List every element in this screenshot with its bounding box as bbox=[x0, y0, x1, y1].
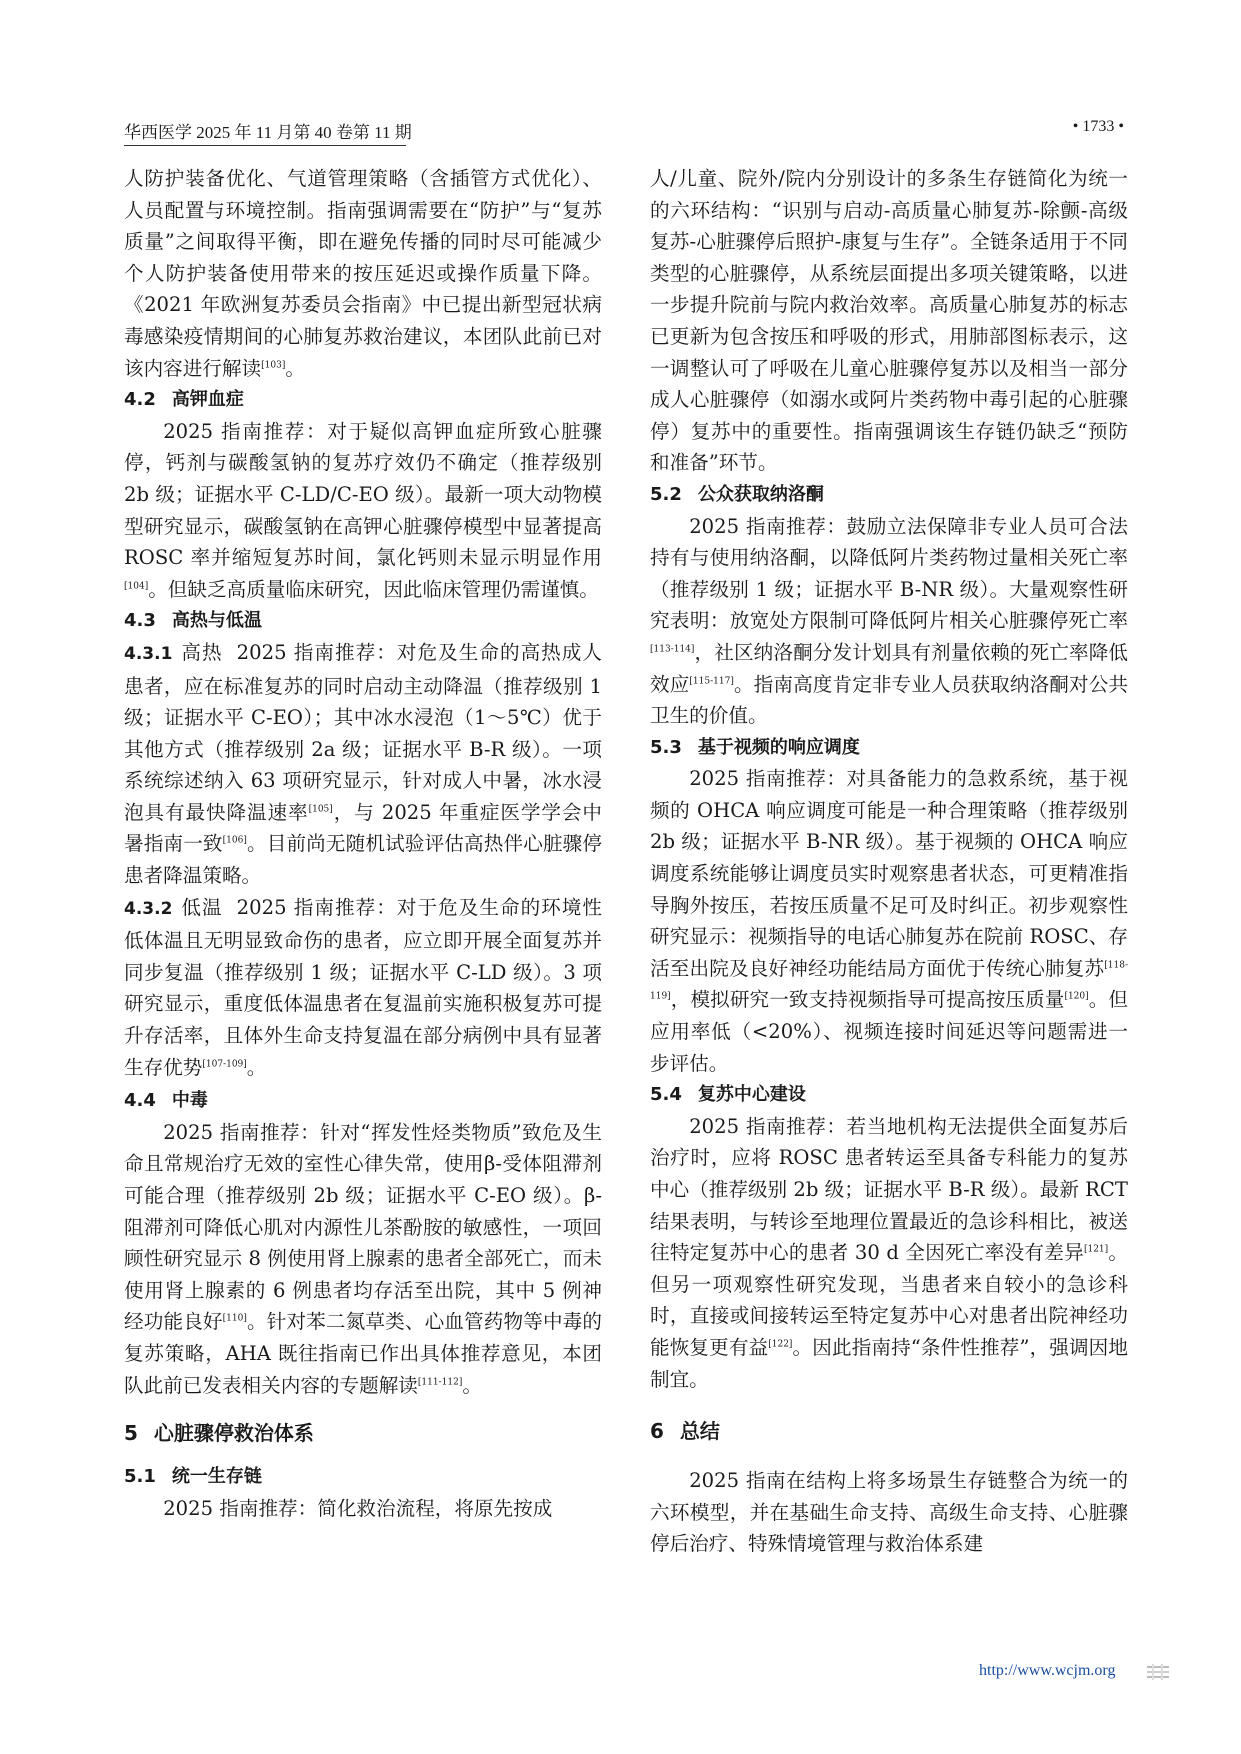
paragraph-5-4: 2025 指南推荐：若当地机构无法提供全面复苏后治疗时，应将 ROSC 患者转运至具备专科能力的复苏中心（推荐级别 2b 级；证据水平 B-R 级）。最新 RCT 结果表明，与转诊至地理位置最近的急诊科相比，被送往特定复苏中心的患者 30 d 全因死亡率没有差异[121]。但另一项观察性研究发现，当患者来自较小的急诊科时，直接或间接转运至特定复苏中心对患者出院神经功能恢复更有益[122]。因此指南持“条件性推荐”，强调因地制宜。 bbox=[650, 1114, 1128, 1391]
citation[interactable]: [110] bbox=[222, 1313, 247, 1324]
citation[interactable]: [105] bbox=[308, 804, 333, 815]
subsection-title-hypothermia: 低温 bbox=[180, 895, 223, 919]
section-heading-5-3: 5.3 基于视频的响应调度 bbox=[650, 736, 860, 758]
section-heading-4-3: 4.3 高热与低温 bbox=[124, 610, 262, 632]
citation[interactable]: [113-114] bbox=[650, 644, 695, 655]
paragraph-5-1-continued: 人/儿童、院外/院内分别设计的多条生存链简化为统一的六环结构：“识别与启动-高质量心肺复苏-除颤-高级复苏-心脏骤停后照护-康复与生存”。全链条适用于不同类型的心脏骤停，从系统层面提出多项关键策略，以进一步提升院前与院内救治效率。高质量心肺复苏的标志已更新为包含按压和呼吸的形式，用肺部图标表示，这一调整认可了呼吸在儿童心脏骤停复苏以及相当一部分成人心脏骤停（如溺水或阿片类药物中毒引起的心脏骤停）复苏中的重要性。指南强调该生存链仍缺乏“预防和准备”环节。 bbox=[650, 167, 1128, 475]
section-heading-5: 5 心脏骤停救治体系 bbox=[124, 1421, 314, 1446]
citation[interactable]: [111-112] bbox=[417, 1377, 463, 1388]
citation[interactable]: [103] bbox=[261, 360, 286, 371]
page-number: • 1733 • bbox=[1072, 118, 1124, 135]
citation[interactable]: [107-109] bbox=[202, 1059, 247, 1070]
paragraph-5-3: 2025 指南推荐：对具备能力的急救系统，基于视频的 OHCA 响应调度可能是一种合理策略（推荐级别 2b 级；证据水平 B-NR 级）。基于视频的 OHCA 响应调度系统能够让调度员实时观察患者状态，可更精准指导胸外按压，若按压质量不足可及时纠正。初步观察性研究显示：视频指导的电话心肺复苏在院前 ROSC、存活至出院及良好神经功能结局方面优于传统心肺复苏[118-119]，模拟研究一致支持视频指导可提高按压质量[120]。但应用率低（<20%）、视频连接时间延迟等问题需进一步评估。 bbox=[650, 767, 1129, 1075]
citation[interactable]: [121] bbox=[1083, 1244, 1109, 1255]
section-heading-4-2: 4.2 高钾血症 bbox=[124, 389, 244, 411]
left-column bbox=[124, 163, 602, 1524]
subsection-number-4-3-1: 4.3.1 bbox=[124, 643, 173, 664]
citation[interactable]: [104] bbox=[124, 581, 149, 592]
citation[interactable]: [115-117] bbox=[689, 675, 734, 686]
section-heading-4-4: 4.4 中毒 bbox=[124, 1090, 208, 1112]
subsection-number-4-3-2: 4.3.2 bbox=[124, 898, 173, 919]
journal-url-link[interactable]: http://www.wcjm.org bbox=[979, 1662, 1116, 1679]
header-rule bbox=[124, 145, 406, 146]
subsection-title-fever: 高热 bbox=[180, 640, 223, 664]
right-column bbox=[650, 163, 1128, 1560]
paragraph-intro: 人防护装备优化、气道管理策略（含插管方式优化）、人员配置与环境控制。指南强调需要在“防护”与“复苏质量”之间取得平衡，即在避免传播的同时尽可能减少个人防护装备使用带来的按压延迟或操作质量下降。《2021 年欧洲复苏委员会指南》中已提出新型冠状病毒感染疫情期间的心肺复苏救治建议，本团队此前已对该内容进行解读[103]。 bbox=[124, 167, 602, 380]
running-header-journal: 华西医学 2025 年 11 月第 40 卷第 11 期 bbox=[124, 123, 412, 142]
section-heading-5-1: 5.1 统一生存链 bbox=[124, 1466, 262, 1488]
paragraph-5-1: 2025 指南推荐：简化救治流程，将原先按成 bbox=[163, 1496, 553, 1520]
section-heading-6: 6 总结 bbox=[650, 1419, 720, 1444]
citation[interactable]: [118-119] bbox=[650, 960, 1128, 1002]
paragraph-4-4: 2025 指南推荐：针对“挥发性烃类物质”致危及生命且常规治疗无效的室性心律失常，使用β-受体阻滞剂可能合理（推荐级别 2b 级；证据水平 C-EO 级）。β-阻滞剂可降低心肌对内源性儿茶酚胺的敏感性，一项回顾性研究显示 8 例使用肾上腺素的患者全部死亡，而未使用肾上腺素的 6 例患者均存活至出院，其中 5 例神经功能良好[110]。针对苯二氮草类、心血管药物等中毒的复苏策略，AHA 既往指南已作出具体推荐意见，本团队此前已发表相关内容的专题解读[111-112]。 bbox=[124, 1120, 603, 1397]
paragraph-5-2: 2025 指南推荐：鼓励立法保障非专业人员可合法持有与使用纳洛酮，以降低阿片类药物过量相关死亡率（推荐级别 1 级；证据水平 B-NR 级）。大量观察性研究表明：放宽处方限制可降低阿片相关心脏骤停死亡率[113-114]，社区纳洛酮分发计划具有剂量依赖的死亡率降低效应[115-117]。指南高度肯定非专业人员获取纳洛酮对公共卫生的价值。 bbox=[650, 514, 1129, 728]
citation[interactable]: [106] bbox=[222, 835, 247, 846]
paragraph-4-3-1: 4.3.1 高热 2025 指南推荐：对危及生命的高热成人患者，应在标准复苏的同时启动主动降温（推荐级别 1 级；证据水平 C-EO）；其中冰水浸泡（1～5℃）优于其他方式（推荐级别 2a 级；证据水平 B-R 级）。一项系统综述纳入 63 项研究显示，针对成人中暑，冰水浸泡具有最快降温速率[105]，与 2025 年重症医学学会中暑指南一致[106]。目前尚无随机试验评估高热伴心脏骤停患者降温策略。 bbox=[124, 640, 603, 888]
paragraph-4-2: 2025 指南推荐：对于疑似高钾血症所致心脏骤停，钙剂与碳酸氢钠的复苏疗效仍不确定（推荐级别 2b 级；证据水平 C-LD/C-EO 级）。最新一项大动物模型研究显示，碳酸氢钠在高钾心脏骤停模型中显著提高 ROSC 率并缩短复苏时间，氯化钙则未显示明显作用[104]。但缺乏高质量临床研究，因此临床管理仍需谨慎。 bbox=[124, 419, 602, 601]
paragraph-4-3-2: 4.3.2 低温 2025 指南推荐：对于危及生命的环境性低体温且无明显致命伤的患者，应立即开展全面复苏并同步复温（推荐级别 1 级；证据水平 C-LD 级）。3 项研究显示，重度低体温患者在复温前实施积极复苏可提升存活率，且体外生命支持复温在部分病例中具有显著生存优势[107-109]。 bbox=[124, 895, 603, 1079]
journal-logo-icon bbox=[1146, 1664, 1170, 1680]
paragraph-6: 2025 指南在结构上将多场景生存链整合为统一的六环模型，并在基础生命支持、高级生命支持、心脏骤停后治疗、特殊情境管理与救治体系建 bbox=[650, 1469, 1128, 1556]
section-heading-5-2: 5.2 公众获取纳洛酮 bbox=[650, 483, 824, 505]
section-heading-5-4: 5.4 复苏中心建设 bbox=[650, 1084, 806, 1106]
citation[interactable]: [120] bbox=[1064, 991, 1089, 1002]
citation[interactable]: [122] bbox=[768, 1339, 793, 1350]
